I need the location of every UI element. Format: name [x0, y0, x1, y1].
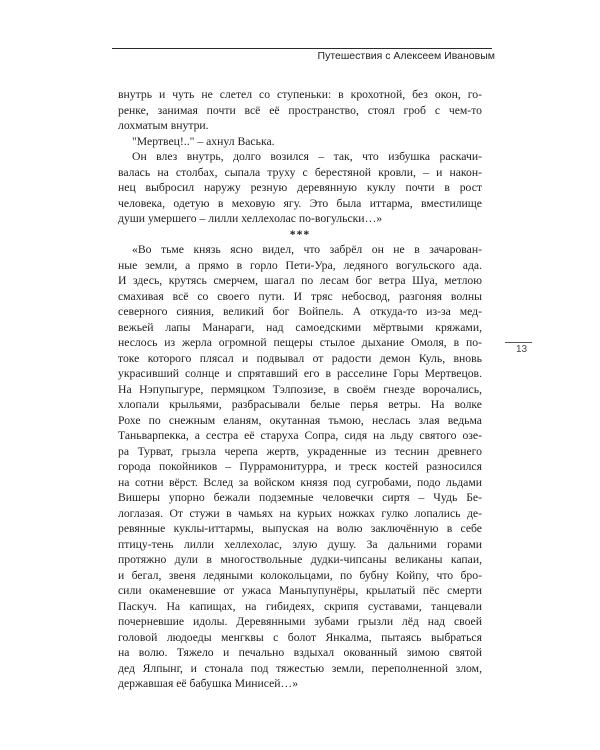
text-line: логлазая. От стужи в чамьях на курьих ножках гулко лопались де-: [118, 506, 482, 520]
text-line: На Нэпупыгуре, пермяцком Тэлпозизе, в своём гнезде ворочались,: [118, 382, 482, 396]
text-line: токе которого плясал и подвывал от радости демон Куль, вновь: [118, 351, 482, 365]
text-line: человека, одетую в меховую ягу. Это была иттарма, вместилище: [118, 196, 482, 210]
text-line: "Мертвец!.." – ахнул Васька.: [132, 134, 275, 148]
text-line: нец выбросил наружу резную деревянную куклу почти в рост: [118, 181, 482, 194]
page-number-rule: [505, 342, 532, 343]
text-line: ренке, занимая почти всё её пространство, стоял гроб с чем-то: [118, 103, 482, 117]
text-line: неслось из жерла огромной пещеры стылое дыхание Омоля, в по-: [118, 336, 482, 349]
text-line: Паскуч. На капищах, на гибидеях, скрипя суставами, танцевали: [118, 599, 482, 613]
text-line: Он влез внутрь, долго возился – так, что избушка раскачи-: [132, 150, 482, 163]
body-text: [118, 87, 482, 692]
text-line: лохматым внутри.: [118, 119, 209, 132]
text-line: украсивший солнце и спрятавший его в расселине Горы Мертвецов.: [118, 367, 482, 380]
text-line: хлопали крыльями, разбрасывали белые перья ветры. На волке: [118, 398, 482, 411]
text-line: И здесь, крутясь смерчем, шагал по лесам бог ветра Шуа, метлою: [118, 274, 482, 287]
text-line: смахивая всё со своего пути. И тряс небосвод, разгоняя волны: [118, 289, 482, 303]
paragraph-4: [118, 242, 482, 692]
section-separator: ***: [289, 227, 311, 241]
text-line: «Во тьме князь ясно видел, что забрёл он не в зачарован-: [132, 243, 482, 256]
text-line: почерневшие идолы. Деревянными зубами грызли лёд над своей: [118, 615, 482, 628]
text-line: Рохе по снежным еланям, окутанная тьмою, неслась злая ведьма: [118, 413, 482, 427]
running-header: Путешествия с Алексеем Ивановым: [317, 50, 495, 62]
page-number: 13: [516, 344, 528, 355]
paragraph-1: [118, 87, 482, 134]
text-line: на сотни вёрст. Вслед за войском князя под сугробами, подо льдами: [118, 475, 482, 489]
header-rule: [112, 48, 492, 49]
text-line: сили окаменевшие от ужаса Маньпупунёры, крылатый пёс смерти: [118, 584, 482, 597]
text-line: державшая её бабушка Минисей…»: [118, 677, 299, 690]
text-line: ные земли, а прямо в горло Пети-Ура, ледяного вогульского ада.: [118, 258, 482, 272]
text-line: Таньварпекка, а сестра её старуха Сопра, сидя на льду святого озе-: [118, 429, 482, 442]
text-line: города покойников – Пуррамонитурра, и треск костей разносился: [118, 460, 482, 473]
text-line: ра Турват, грызла черепа жертв, украденные из теснин древнего: [118, 444, 482, 458]
paragraph-3: [118, 149, 482, 227]
text-line: и бегал, звеня ледяными колокольцами, по бубну Койпу, что бро-: [118, 568, 482, 582]
text-line: внутрь и чуть не слетел со ступеньки: в крохотной, без окон, го-: [118, 88, 482, 101]
text-line: птицу-тень лилли хеллехолас, злую душу. За дальними горами: [118, 537, 482, 551]
text-line: вежьей лапы Манараги, над самоедскими мёртвыми кряжами,: [118, 320, 482, 334]
text-line: северного сияния, великий бог Войпель. А откуда-то из-за мед-: [118, 305, 482, 318]
text-line: на волю. Тяжело и печально вздыхал окованный зимою святой: [118, 646, 482, 659]
text-line: души умершего – лилли хеллехолас по-вогульски…»: [118, 212, 383, 225]
text-line: дед Ялпынг, и стонала под тяжестью земли, переполненной злом,: [118, 661, 482, 675]
text-line: Вишеры упорно бежали подземные человечки сиртя – Чудь Бе-: [118, 491, 482, 504]
text-line: протяжно дули в многоствольные дудки-чипсаны великаны капаи,: [118, 553, 482, 566]
text-line: головой людоеды менгквы с болот Янкалма, пытаясь выбраться: [118, 630, 482, 644]
text-line: валась на столбах, сыпала труху с берестяной кровли, – и након-: [118, 165, 482, 179]
paragraph-2: [118, 134, 482, 150]
text-line: ревянные куклы-иттармы, выпуская на волю заключённую в себе: [118, 522, 482, 535]
